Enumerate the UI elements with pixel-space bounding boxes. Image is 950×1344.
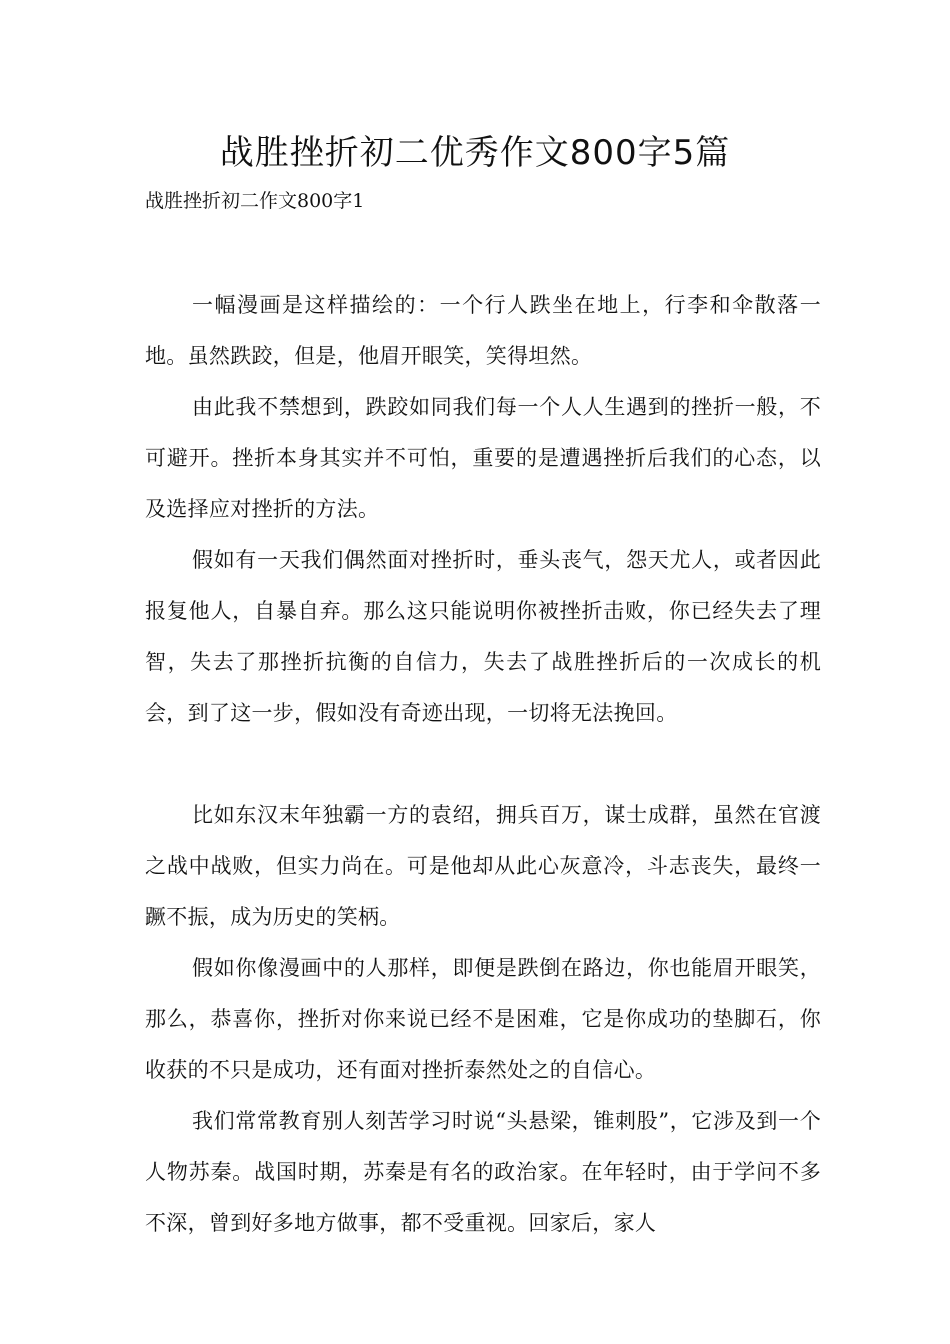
essay-body (145, 280, 821, 1249)
paragraph-3: 假如有一天我们偶然面对挫折时，垂头丧气，怨天尤人，或者因此报复他人，自暴自弃。那么这只能说明你被挫折击败，你已经失去了理智，失去了那挫折抗衡的自信力，失去了战胜挫折后的一次成长的机会，到了这一步，假如没有奇迹出现，一切将无法挽回。 (145, 548, 821, 725)
paragraph-1: 一幅漫画是这样描绘的：一个行人跌坐在地上，行李和伞散落一地。虽然跌跤，但是，他眉开眼笑，笑得坦然。 (145, 293, 821, 368)
paragraph-4: 比如东汉末年独霸一方的袁绍，拥兵百万，谋士成群，虽然在官渡之战中战败，但实力尚在。可是他却从此心灰意冷，斗志丧失，最终一蹶不振，成为历史的笑柄。 (145, 803, 821, 929)
essay-subtitle: 战胜挫折初二作文800字1 (145, 190, 365, 212)
paragraph-2: 由此我不禁想到，跌跤如同我们每一个人人生遇到的挫折一般，不可避开。挫折本身其实并不可怕，重要的是遭遇挫折后我们的心态，以及选择应对挫折的方法。 (145, 395, 821, 521)
document-title: 战胜挫折初二优秀作文800字5篇 (219, 133, 731, 173)
paragraph-6: 我们常常教育别人刻苦学习时说“头悬梁，锥刺股”，它涉及到一个人物苏秦。战国时期，苏秦是有名的政治家。在年轻时，由于学问不多不深，曾到好多地方做事，都不受重视。回家后，家人 (145, 1109, 821, 1235)
paragraph-5: 假如你像漫画中的人那样，即便是跌倒在路边，你也能眉开眼笑，那么，恭喜你，挫折对你来说已经不是困难，它是你成功的垫脚石，你收获的不只是成功，还有面对挫折泰然处之的自信心。 (145, 956, 821, 1082)
